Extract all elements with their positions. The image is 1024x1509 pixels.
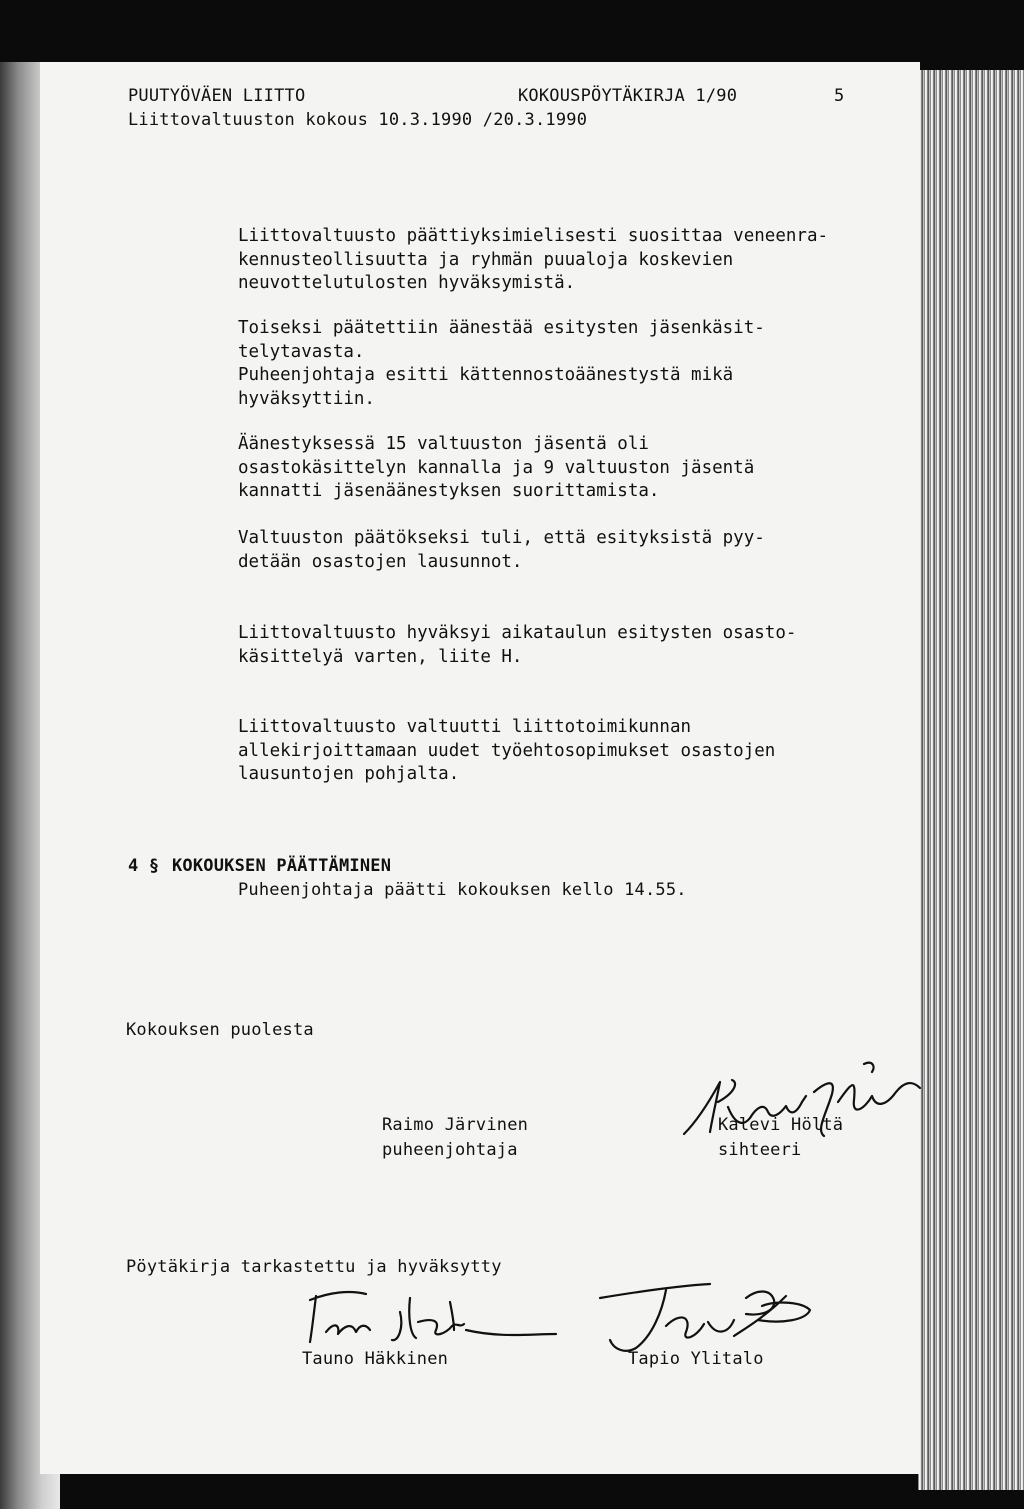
paragraph-recommendation: Liittovaltuusto päättiyksimielisesti suosittaa veneenra- kennusteollisuutta ja ryhmän puualoja koskevien neuvottelutulosten hyväksymistä. — [238, 226, 829, 293]
paragraph-schedule: Liittovaltuusto hyväksyi aikataulun esitysten osasto- käsittelyä varten, liite H. — [238, 623, 797, 667]
section-title: KOKOUKSEN PÄÄTTÄMINEN — [172, 856, 392, 876]
checker1-name: Tauno Häkkinen — [302, 1349, 449, 1369]
header-meeting: Liittovaltuuston kokous 10.3.1990 /20.3.1990 — [128, 110, 588, 130]
checker2-name: Tapio Ylitalo — [628, 1349, 764, 1369]
page-number: 5 — [834, 86, 845, 106]
paragraph-chair-proposal: Puheenjohtaja esitti kättennostoäänestystä mikä hyväksyttiin. — [238, 365, 734, 409]
on-behalf-label: Kokouksen puolesta — [126, 1020, 314, 1040]
signer2-name: Kalevi Höltä — [718, 1115, 844, 1135]
signer1-name: Raimo Järvinen — [382, 1115, 529, 1135]
signature-tauno-hakkinen — [300, 1282, 560, 1352]
page-stack-edge — [918, 70, 1024, 1490]
signer2-role: sihteeri — [718, 1140, 802, 1160]
paragraph-voting-method: Toiseksi päätettiin äänestää esitysten jäsenkäsit- telytavasta. — [238, 318, 765, 362]
header-doc-type: KOKOUSPÖYTÄKIRJA 1/90 — [518, 86, 738, 106]
section-text: Puheenjohtaja päätti kokouksen kello 14.55. — [238, 880, 687, 900]
paragraph-vote-result: Äänestyksessä 15 valtuuston jäsentä oli osastokäsittelyn kannalla ja 9 valtuuston jäsentä kannatti jäsenäänestyksen suorittamista. — [238, 434, 755, 501]
section-number: 4 § — [128, 856, 160, 876]
header-union: PUUTYÖVÄEN LIITTO — [128, 86, 306, 106]
signer1-role: puheenjohtaja — [382, 1140, 518, 1160]
paragraph-decision: Valtuuston päätökseksi tuli, että esityksistä pyy- detään osastojen lausunnot. — [238, 528, 765, 572]
verification-statement: Pöytäkirja tarkastettu ja hyväksytty — [126, 1257, 502, 1277]
paragraph-authorization: Liittovaltuusto valtuutti liittotoimikunnan allekirjoittamaan uudet työehtosopimukset osastojen lausuntojen pohjalta. — [238, 717, 776, 784]
